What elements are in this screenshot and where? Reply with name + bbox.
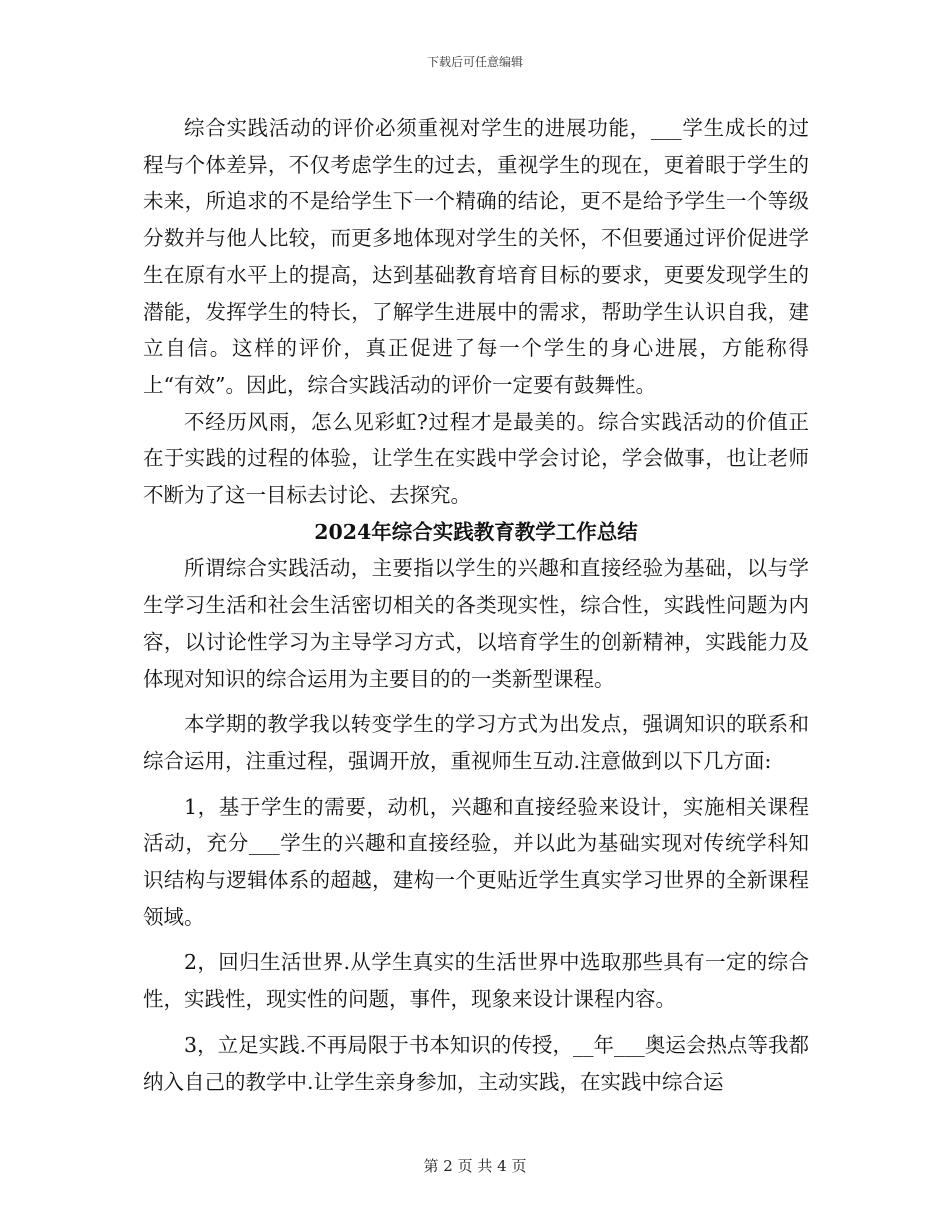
page-footer: 第 2 页 共 4 页: [423, 1157, 527, 1175]
paragraph-evaluation: 综合实践活动的评价必须重视对学生的进展功能，___学生成长的过程与个体差异，不仅考虑学生的过去，重视学生的现在，更着眼于学生的未来，所追求的不是给学生下一个精确的结论，更不是给予学生一个等级分数并与他人比较，而更多地体现对学生的关怀，不但要通过评价促进学生在原有水平上的提高，达到基础教育培育目标的要求，更要发现学生的潜能，发挥学生的特长，了解学生进展中的需求，帮助学生认识自我，建立自信。这样的评价，真正促进了每一个学生的身心进展，方能称得上“有效”。因此，综合实践活动的评价一定要有鼓舞性。: [143, 116, 809, 397]
paragraph-semester: 本学期的教学我以转变学生的学习方式为出发点，强调知识的联系和综合运用，注重过程，强调开放，重视师生互动.注意做到以下几方面:: [143, 712, 809, 773]
list-item-2: 2，回归生活世界.从学生真实的生活世界中选取那些具有一定的综合性，实践性，现实性的问题，事件，现象来设计课程内容。: [143, 950, 809, 1012]
list-item-3: 3，立足实践.不再局限于书本知识的传授，__年___奥运会热点等我都纳入自己的教学中.让学生亲身参加，主动实践，在实践中综合运: [143, 1032, 809, 1094]
page-header: 下载后可任意编辑: [426, 55, 523, 69]
section-title: 2024年综合实践教育教学工作总结: [314, 519, 638, 544]
paragraph-process: 不经历风雨，怎么见彩虹?过程才是最美的。综合实践活动的价值正在于实践的过程的体验，让学生在实践中学会讨论，学会做事，也让老师不断为了这一目标去讨论、去探究。: [143, 409, 809, 508]
document-body: [143, 110, 809, 1100]
paragraph-definition: 所谓综合实践活动，主要指以学生的兴趣和直接经验为基础，以与学生学习生活和社会生活密切相关的各类现实性，综合性，实践性问题为内容，以讨论性学习为主导学习方式，以培育学生的创新精神，实践能力及体现对知识的综合运用为主要目的的一类新型课程。: [143, 556, 809, 691]
list-item-1: 1，基于学生的需要，动机，兴趣和直接经验来设计，实施相关课程活动，充分___学生的兴趣和直接经验，并以此为基础实现对传统学科知识结构与逻辑体系的超越，建构一个更贴近学生真实学习世界的全新课程领域。: [143, 794, 809, 929]
